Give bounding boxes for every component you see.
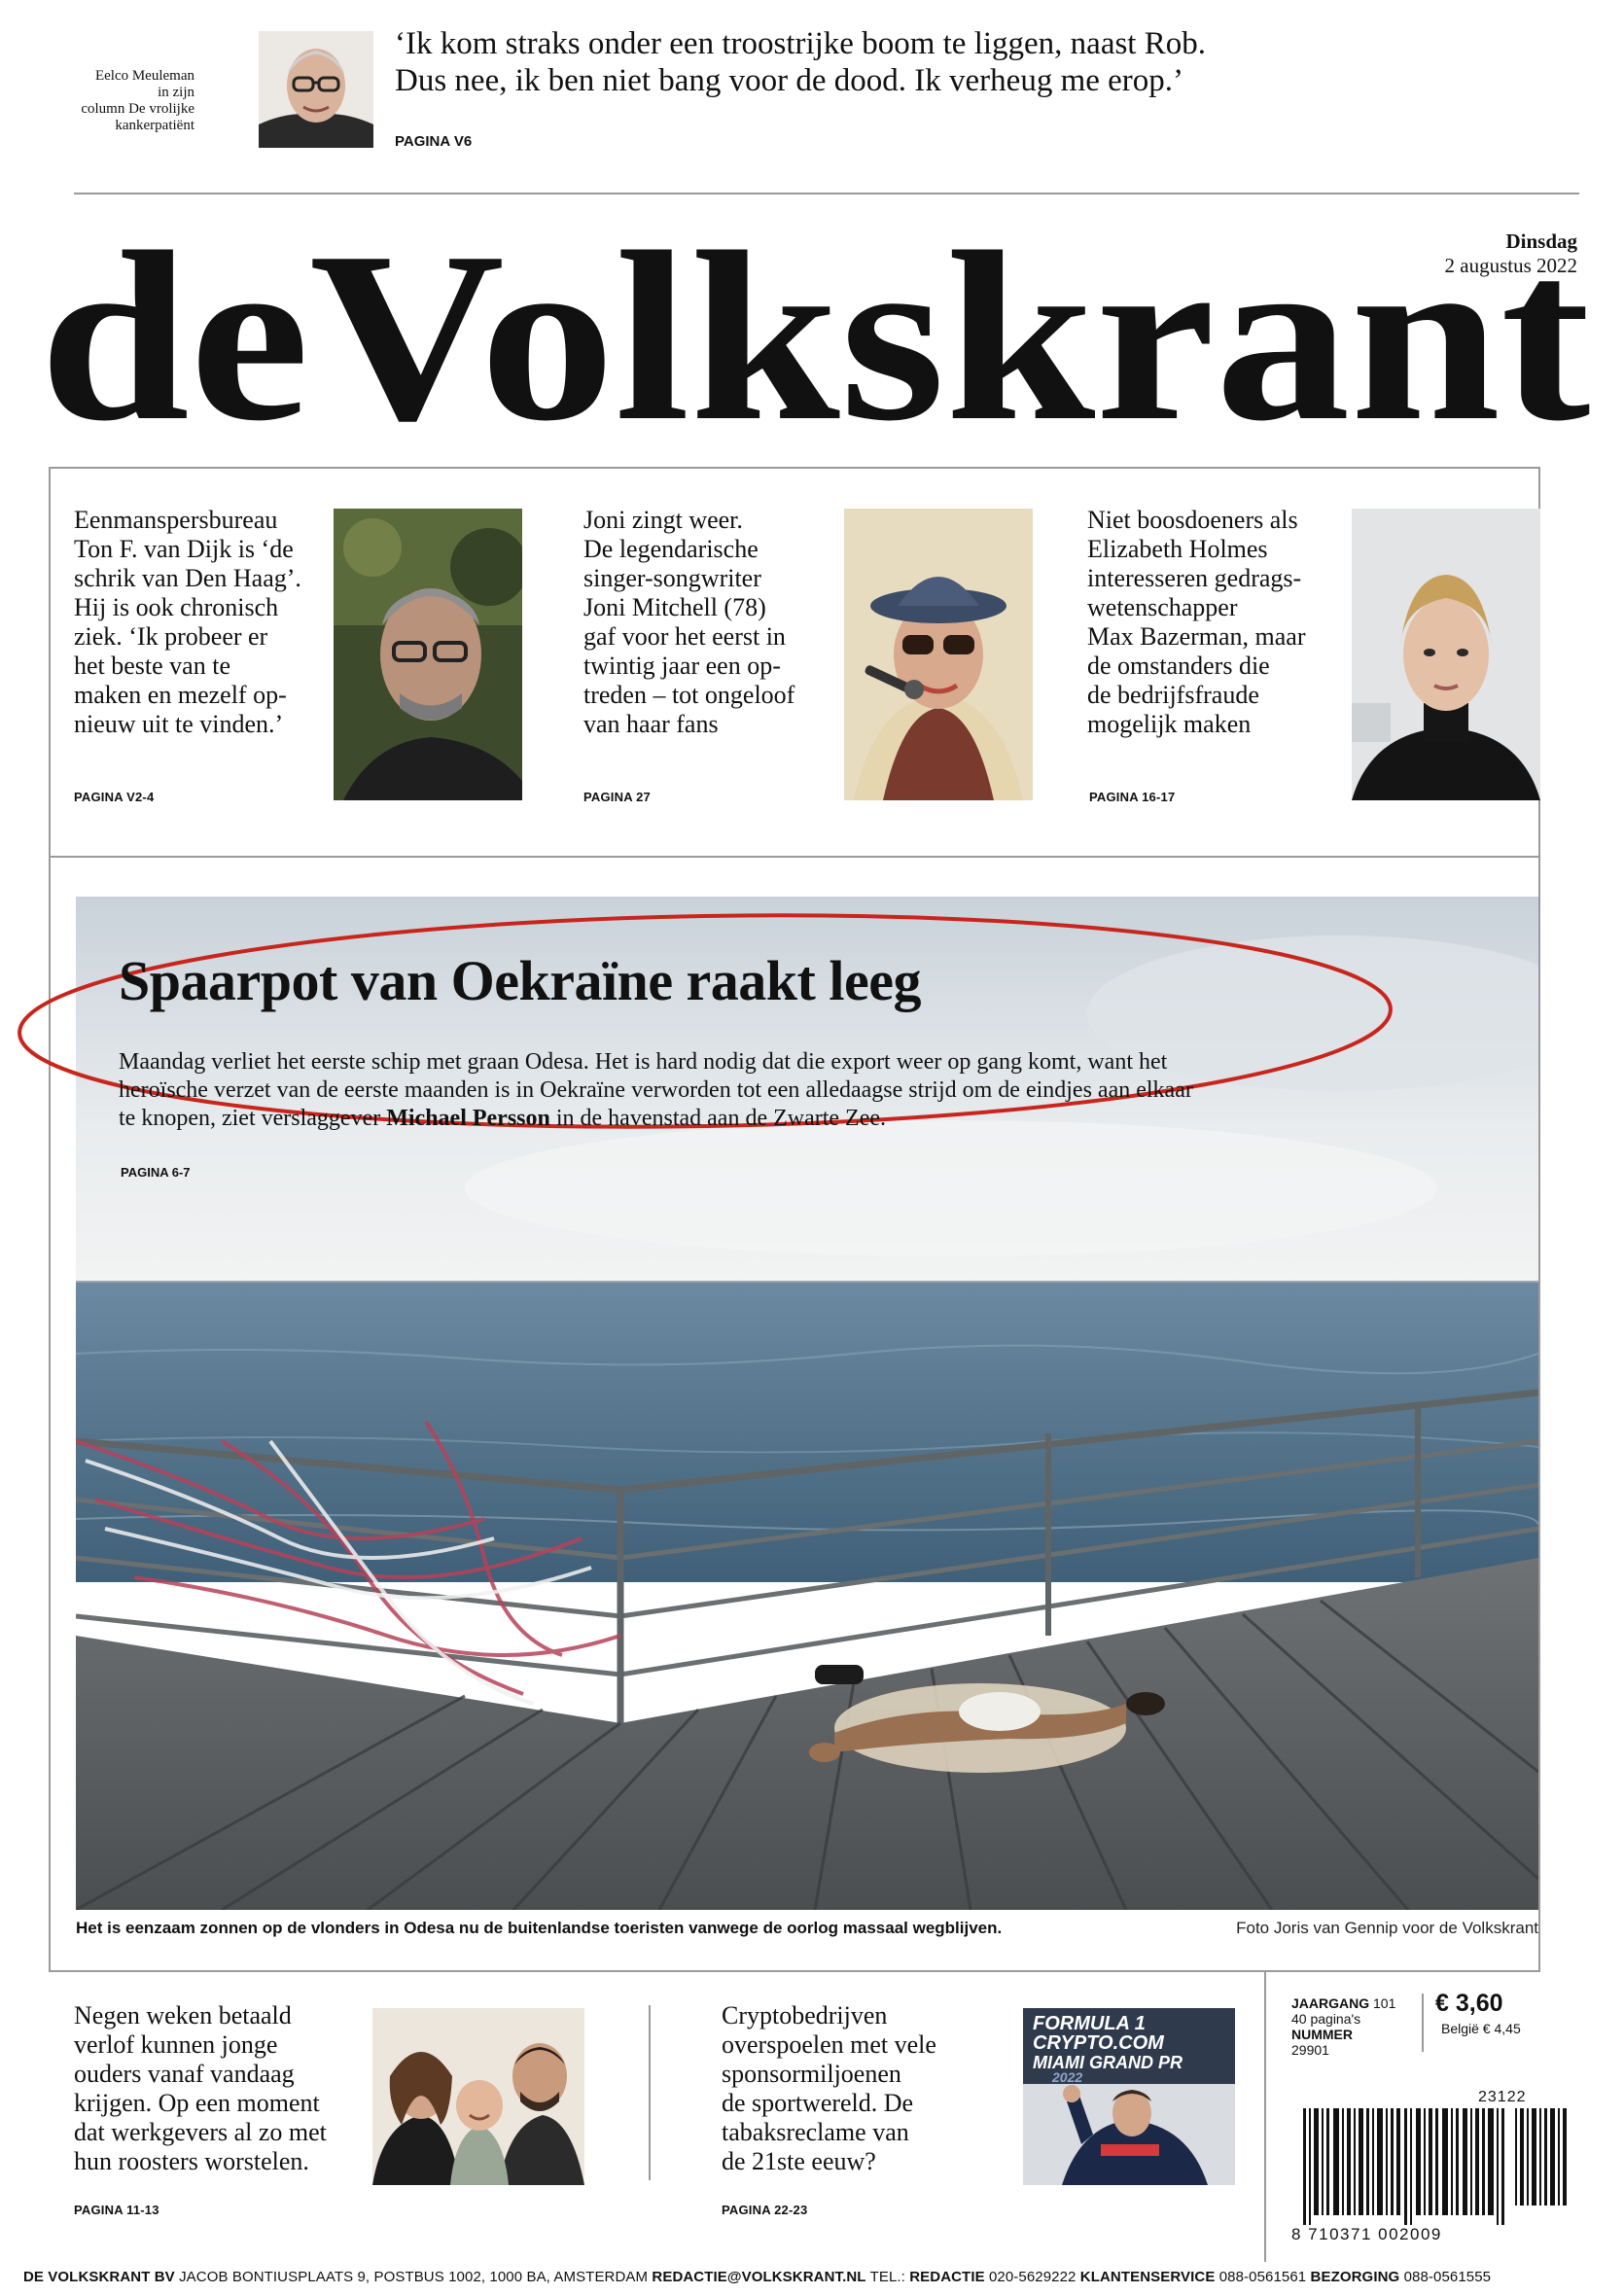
frame-top-rule	[49, 467, 1540, 469]
issue-number: 29901	[1291, 2042, 1329, 2058]
teaser-line: Niet boosdoeners als	[1087, 506, 1298, 534]
footer-contact	[23, 2269, 1491, 2285]
lead-line: heroïsche verzet van de eerste maanden is in Oekraïne verworden tot een alledaagse strijd om de eindjes aan elkaar	[119, 1077, 1193, 1103]
frame-mid-rule	[49, 856, 1540, 858]
teaser-line: overspoelen met vele	[722, 2030, 936, 2059]
columnist-portrait[interactable]	[259, 31, 373, 148]
quote-line: Dus nee, ik ben niet bang voor de dood. Ik verheug me erop.’	[395, 63, 1184, 98]
banner-text: MIAMI GRAND PR	[1033, 2053, 1183, 2072]
frame-left-rule	[49, 467, 51, 1972]
footer-redactie-tel: 020-5629222	[988, 2269, 1077, 2285]
issue-date: 2 augustus 2022	[1444, 254, 1577, 277]
teaser-line: Negen weken betaald	[74, 2001, 292, 2029]
teaser-line: wetenschapper	[1087, 593, 1238, 621]
nummer-label: NUMMER	[1291, 2027, 1353, 2042]
teaser-2[interactable]	[583, 506, 827, 739]
main-headline[interactable]: Spaarpot van Oekraïne raakt leeg	[119, 949, 921, 1012]
teaser-3[interactable]	[1087, 506, 1330, 739]
bottom-teaser-2-photo[interactable]	[1023, 2008, 1235, 2185]
teaser-2-text	[583, 506, 827, 739]
footer-klantenservice-label: KLANTENSERVICE	[1079, 2269, 1216, 2285]
barcode-digits: 8 710371 002009	[1291, 2225, 1442, 2243]
teaser-line: Max Bazerman, maar	[1087, 622, 1306, 651]
bottom-teaser-1[interactable]	[74, 2001, 327, 2176]
footer-email[interactable]: REDACTIE@VOLKSKRANT.NL	[652, 2269, 866, 2285]
footer-company: DE VOLKSKRANT BV	[23, 2269, 175, 2285]
lead-author: Michael Persson	[386, 1106, 550, 1131]
lead-line: Maandag verliet het eerste schip met graan Odesa. Het is hard nodig dat die export weer op gang komt, want het	[119, 1049, 1168, 1075]
masthead-logo[interactable]	[27, 212, 1603, 445]
page-count: 40 pagina's	[1291, 2011, 1361, 2027]
bottom-teaser-2-page-ref: PAGINA 22-23	[722, 2203, 808, 2217]
teaser-line: nieuw uit te vinden.’	[74, 710, 284, 738]
caption-line: kankerpatiënt	[115, 118, 194, 133]
footer-klantenservice-tel: 088-0561561	[1218, 2269, 1307, 2285]
banner-text: FORMULA 1	[1033, 2013, 1146, 2034]
teaser-line: Cryptobedrijven	[722, 2001, 888, 2029]
price: € 3,60	[1435, 1990, 1503, 2017]
lead-text: te knopen, ziet verslaggever	[119, 1106, 387, 1131]
teaser-line: verlof kunnen jonge	[74, 2030, 278, 2059]
frame-bottom-rule	[49, 1970, 1540, 1972]
price-belgium: België € 4,45	[1441, 2021, 1521, 2036]
teaser-line: schrik van Den Haag’.	[74, 564, 301, 592]
jaargang-line	[1291, 1995, 1395, 2011]
top-divider	[74, 193, 1579, 194]
top-teaser-page-ref: PAGINA V6	[395, 133, 473, 150]
teaser-line: gaf voor het eerst in	[583, 622, 786, 651]
main-lead	[119, 1048, 1324, 1133]
teaser-line: De legendarische	[583, 535, 759, 563]
quote-line: ‘Ik kom straks onder een troostrijke boom te liggen, naast Rob.	[395, 26, 1206, 61]
bottom-teaser-1-page-ref: PAGINA 11-13	[74, 2203, 159, 2217]
caption-line: column De vrolijke	[81, 101, 194, 117]
teaser-line: ouders vanaf vandaag	[74, 2060, 295, 2088]
photo-caption: Het is eenzaam zonnen op de vlonders in Odesa nu de buitenlandse toeristen vanwege de oorlog massaal wegblijven.	[76, 1919, 1003, 1937]
teaser-line: hun roosters worstelen.	[74, 2147, 309, 2175]
teaser-line: van haar fans	[583, 710, 719, 738]
issue-info	[1291, 1995, 1395, 2058]
jaargang-label: JAARGANG	[1291, 1995, 1370, 2011]
footer-bezorging-label: BEZORGING	[1310, 2269, 1400, 2285]
photo-credit: Foto Joris van Gennip voor de Volkskrant	[1236, 1919, 1538, 1937]
bottom-divider	[649, 2005, 651, 2180]
jaargang-value: 101	[1373, 1995, 1396, 2011]
teaser-line: het beste van te	[74, 652, 230, 680]
teaser-line: ziek. ‘Ik probeer er	[74, 622, 268, 651]
teaser-line: de omstanders die	[1087, 652, 1270, 680]
teaser-line: de bedrijfsfraude	[1087, 681, 1259, 709]
barcode	[1299, 2108, 1571, 2225]
teaser-1-text	[74, 506, 317, 739]
issue-weekday: Dinsdag	[1505, 229, 1577, 253]
teaser-3-text	[1087, 506, 1330, 739]
teaser-line: twintig jaar een op-	[583, 652, 781, 680]
footer-tel-label: TEL.:	[869, 2269, 905, 2285]
top-teaser-caption	[58, 68, 194, 134]
teaser-3-photo[interactable]	[1352, 509, 1540, 800]
teaser-line: interesseren gedrags-	[1087, 564, 1302, 592]
banner-text: CRYPTO.COM	[1033, 2032, 1164, 2054]
teaser-line: dat werkgevers al zo met	[74, 2118, 327, 2146]
teaser-line: tabaksreclame van	[722, 2118, 909, 2146]
price-inner-divider	[1422, 1994, 1424, 2052]
masthead-title: deVolkskrant	[39, 212, 1591, 445]
teaser-line: de 21ste eeuw?	[722, 2147, 876, 2175]
teaser-line: Hij is ook chronisch	[74, 593, 279, 621]
footer-bezorging-tel: 088-0561555	[1403, 2269, 1492, 2285]
barcode-addon-digits: 23122	[1478, 2089, 1527, 2105]
footer-redactie-label: REDACTIE	[909, 2269, 985, 2285]
caption-line: Eelco Meuleman	[94, 68, 194, 84]
teaser-2-page-ref: PAGINA 27	[583, 790, 651, 804]
teaser-1[interactable]	[74, 506, 317, 739]
price-divider	[1264, 1972, 1266, 2262]
top-teaser-quote[interactable]	[395, 25, 1270, 99]
footer-address: JACOB BONTIUSPLAATS 9, POSTBUS 1002, 1000 BA, AMSTERDAM	[179, 2269, 649, 2285]
teaser-line: Elizabeth Holmes	[1087, 535, 1268, 563]
teaser-2-photo[interactable]	[844, 509, 1033, 800]
caption-line: in zijn	[158, 85, 194, 100]
teaser-line: Eenmanspersbureau	[74, 506, 278, 534]
teaser-line: sponsormiljoenen	[722, 2060, 901, 2088]
teaser-line: de sportwereld. De	[722, 2089, 914, 2117]
teaser-line: maken en mezelf op-	[74, 681, 287, 709]
teaser-line: Joni zingt weer.	[583, 506, 743, 534]
main-page-ref: PAGINA 6-7	[121, 1165, 191, 1180]
teaser-line: singer-songwriter	[583, 564, 761, 592]
teaser-line: mogelijk maken	[1087, 710, 1252, 738]
nummer-line	[1291, 2027, 1395, 2042]
teaser-1-page-ref: PAGINA V2-4	[74, 790, 155, 804]
teaser-line: Ton F. van Dijk is ‘de	[74, 535, 294, 563]
teaser-1-photo[interactable]	[334, 509, 522, 800]
bottom-teaser-1-photo[interactable]	[372, 2008, 584, 2185]
teaser-line: Joni Mitchell (78)	[583, 593, 766, 621]
teaser-line: krijgen. Op een moment	[74, 2089, 320, 2117]
teaser-line: treden – tot ongeloof	[583, 681, 795, 709]
lead-text: in de havenstad aan de Zwarte Zee.	[549, 1106, 887, 1131]
bottom-teaser-2[interactable]	[722, 2001, 936, 2176]
banner-text: 2022	[1052, 2069, 1083, 2085]
teaser-3-page-ref: PAGINA 16-17	[1089, 790, 1176, 804]
lead-line	[119, 1105, 1324, 1133]
